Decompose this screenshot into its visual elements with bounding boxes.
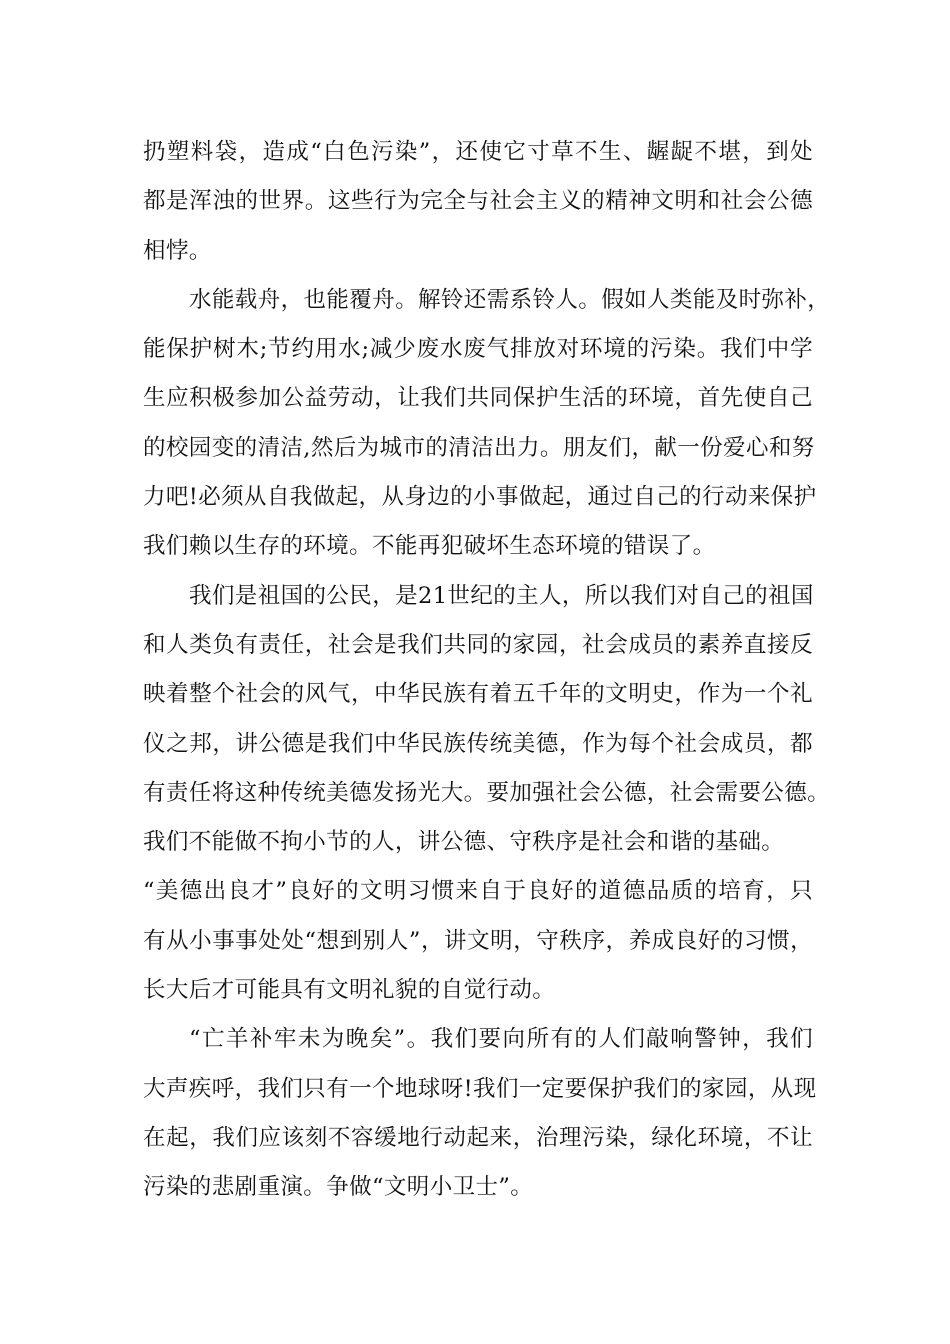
text-line: 力吧!必须从自我做起，从身边的小事做起，通过自己的行动来保护: [143, 484, 817, 511]
text-line: “美德出良才”良好的文明习惯来自于良好的道德品质的培育，只: [143, 878, 813, 905]
text-line: 有责任将这种传统美德发扬光大。要加强社会公德，社会需要公德。: [143, 779, 831, 806]
text-line: 的校园变的清洁,然后为城市的清洁出力。朋友们，献一份爱心和努: [143, 434, 815, 461]
text-line: 扔塑料袋，造成“白色污染”，还使它寸草不生、龌龊不堪，到处: [143, 139, 813, 165]
text-line: 我们不能做不拘小节的人，讲公德、守秩序是社会和谐的基础。: [143, 829, 785, 856]
text-line: 生应积极参加公益劳动，让我们共同保护生活的环境，首先使自己: [143, 385, 813, 412]
text-line: 和人类负有责任，社会是我们共同的家园，社会成员的素养直接反: [143, 631, 813, 658]
text-line: 水能载舟，也能覆舟。解铃还需系铃人。假如人类能及时弥补，: [189, 286, 831, 313]
paragraph-2: [143, 276, 831, 572]
text-line: 映着整个社会的风气，中华民族有着五千年的文明史，作为一个礼: [143, 681, 813, 708]
paragraph-1: [143, 128, 813, 276]
paragraph-3: [143, 572, 831, 1016]
text-line: 我们是祖国的公民，是21世纪的主人，所以我们对自己的祖国: [189, 582, 814, 609]
text-line: 有从小事事处处“想到别人”，讲文明，守秩序，养成良好的习惯，: [143, 927, 813, 954]
text-line: 都是浑浊的世界。这些行为完全与社会主义的精神文明和社会公德: [143, 188, 813, 215]
text-line: 能保护树木;节约用水;减少废水废气排放对环境的污染。我们中学: [143, 336, 813, 363]
text-line: 相悖。: [143, 237, 212, 264]
document-body: [143, 128, 831, 1213]
text-line: 我们赖以生存的环境。不能再犯破坏生态环境的错误了。: [143, 533, 716, 560]
text-line: “亡羊补牢未为晚矣”。我们要向所有的人们敲响警钟，我们: [189, 1026, 813, 1053]
text-line: 大声疾呼，我们只有一个地球呀!我们一定要保护我们的家园，从现: [143, 1075, 817, 1102]
text-line: 在起，我们应该刻不容缓地行动起来，治理污染，绿化环境，不让: [143, 1124, 813, 1151]
text-line: 长大后才可能具有文明礼貌的自觉行动。: [143, 977, 556, 1004]
text-line: 仪之邦，讲公德是我们中华民族传统美德，作为每个社会成员，都: [143, 730, 813, 757]
paragraph-4: [143, 1015, 817, 1212]
text-line: 污染的悲剧重演。争做“文明小卫士”。: [143, 1174, 534, 1201]
